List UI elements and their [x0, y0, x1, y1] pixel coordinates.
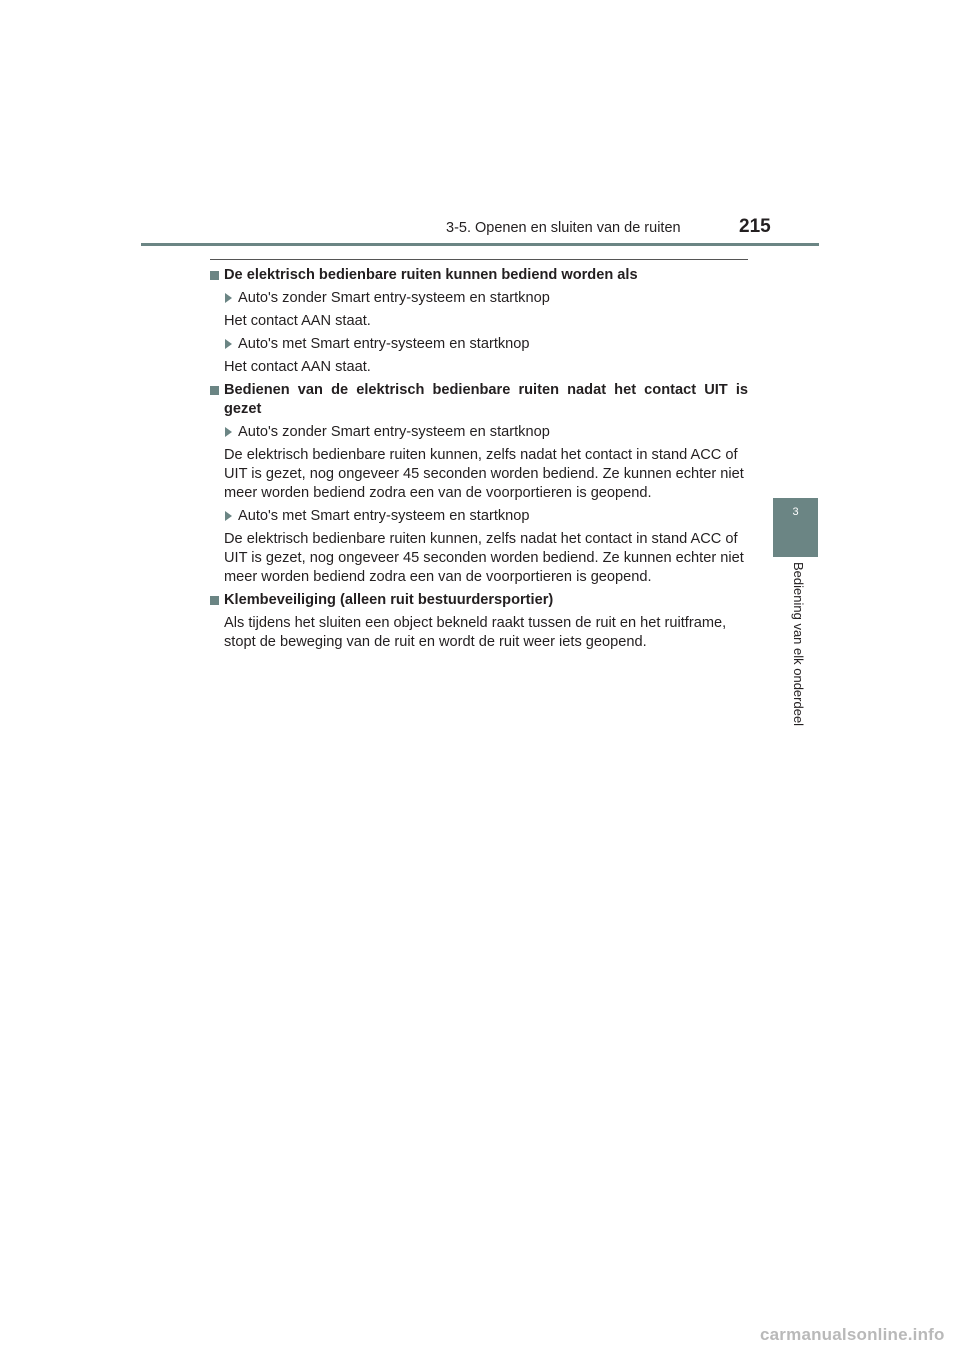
triangle-bullet-icon — [225, 339, 232, 349]
condition-text: Auto's met Smart entry-systeem en startknop — [238, 508, 530, 524]
heading-text: Klembeveiliging (alleen ruit bestuurdersportier) — [224, 592, 554, 608]
watermark: carmanualsonline.info — [760, 1325, 945, 1344]
paragraph: Het contact AAN staat. — [224, 359, 371, 375]
chapter-tab — [773, 498, 818, 557]
condition-text: Auto's zonder Smart entry-systeem en startknop — [238, 290, 550, 306]
header-rule — [141, 243, 819, 246]
paragraph: Het contact AAN staat. — [224, 313, 371, 329]
paragraph: De elektrisch bedienbare ruiten kunnen, zelfs nadat het contact in stand ACC of UIT is gezet, nog ongeveer 45 seconden worden bediend. Ze kunnen echter niet meer worden bediend zodra een van de voorportieren is geopend. — [224, 447, 744, 501]
section-title: 3-5. Openen en sluiten van de ruiten — [446, 220, 681, 236]
triangle-bullet-icon — [225, 427, 232, 437]
triangle-bullet-icon — [225, 511, 232, 521]
triangle-bullet-icon — [225, 293, 232, 303]
section-heading — [210, 591, 748, 610]
paragraph: De elektrisch bedienbare ruiten kunnen, zelfs nadat het contact in stand ACC of UIT is gezet, nog ongeveer 45 seconden worden bediend. Ze kunnen echter niet meer worden bediend zodra een van de voorportieren is geopend. — [224, 531, 744, 585]
page-number: 215 — [739, 216, 771, 237]
content-rule — [210, 259, 748, 260]
condition-line — [210, 507, 748, 526]
square-bullet-icon — [210, 386, 219, 395]
section-heading — [210, 266, 748, 285]
paragraph: Als tijdens het sluiten een object bekneld raakt tussen de ruit en het ruitframe, stopt de beweging van de ruit en wordt de ruit weer iets geopend. — [224, 615, 727, 650]
condition-text: Auto's met Smart entry-systeem en startknop — [238, 336, 530, 352]
square-bullet-icon — [210, 271, 219, 280]
page-content — [210, 266, 748, 656]
condition-line — [210, 423, 748, 442]
square-bullet-icon — [210, 596, 219, 605]
chapter-label: Bediening van elk onderdeel — [791, 562, 806, 727]
condition-line — [210, 335, 748, 354]
section-heading — [210, 381, 748, 419]
heading-text: De elektrisch bedienbare ruiten kunnen bediend worden als — [224, 267, 638, 283]
heading-text: Bedienen van de elektrisch bedienbare ruiten nadat het contact UIT is gezet — [224, 382, 748, 417]
condition-text: Auto's zonder Smart entry-systeem en startknop — [238, 424, 550, 440]
chapter-number: 3 — [792, 506, 799, 518]
condition-line — [210, 289, 748, 308]
